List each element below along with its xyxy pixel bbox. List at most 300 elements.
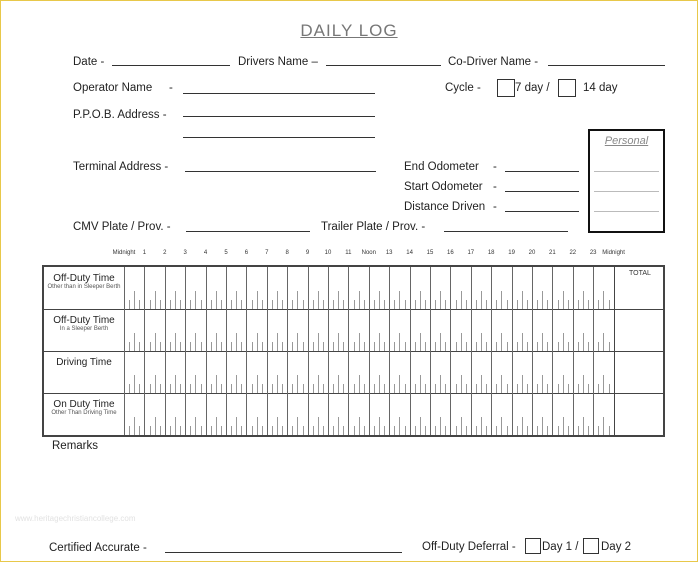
quarter-hour-tick <box>134 291 135 309</box>
quarter-hour-tick <box>384 300 385 309</box>
quarter-hour-tick <box>563 375 564 393</box>
hour-cell[interactable] <box>532 393 533 435</box>
quarter-hour-tick <box>338 417 339 435</box>
quarter-hour-tick <box>547 342 548 351</box>
quarter-hour-tick <box>588 384 589 393</box>
hour-cell[interactable] <box>308 351 309 393</box>
quarter-hour-tick <box>394 300 395 309</box>
quarter-hour-tick <box>216 333 217 351</box>
quarter-hour-tick <box>364 300 365 309</box>
quarter-hour-tick <box>262 342 263 351</box>
hour-cell[interactable] <box>512 309 513 351</box>
hour-cell[interactable] <box>308 267 309 309</box>
quarter-hour-tick <box>415 300 416 309</box>
hour-cell[interactable] <box>430 351 431 393</box>
hour-cell[interactable] <box>369 309 370 351</box>
hour-label: 17 <box>467 250 475 256</box>
quarter-hour-tick <box>190 384 191 393</box>
hour-label: 21 <box>549 250 556 256</box>
hour-cell[interactable] <box>532 309 533 351</box>
quarter-hour-tick <box>496 300 497 309</box>
hour-cell[interactable] <box>226 393 227 435</box>
hour-cell[interactable] <box>144 309 145 351</box>
hour-cell[interactable] <box>287 309 288 351</box>
hour-cell[interactable] <box>389 267 390 309</box>
quarter-hour-tick <box>456 300 457 309</box>
quarter-hour-tick <box>425 342 426 351</box>
hour-cell[interactable] <box>226 351 227 393</box>
hour-cell[interactable] <box>573 393 574 435</box>
hour-label: 22 <box>569 250 577 256</box>
hour-cell[interactable] <box>308 309 309 351</box>
quarter-hour-tick <box>583 417 584 435</box>
quarter-hour-tick <box>150 426 151 435</box>
off-duty-deferral-label: Off-Duty Deferral - <box>422 541 516 553</box>
quarter-hour-tick <box>476 384 477 393</box>
quarter-hour-tick <box>359 417 360 435</box>
hour-cell[interactable] <box>165 351 166 393</box>
hour-cell[interactable] <box>410 393 411 435</box>
quarter-hour-tick <box>262 300 263 309</box>
drivers-name-field[interactable] <box>326 65 441 66</box>
hour-label: 16 <box>447 250 454 256</box>
quarter-hour-tick <box>425 300 426 309</box>
quarter-hour-tick <box>272 300 273 309</box>
quarter-hour-tick <box>150 300 151 309</box>
quarter-hour-tick <box>537 426 538 435</box>
quarter-hour-tick <box>292 384 293 393</box>
end-odometer-field[interactable] <box>505 171 579 172</box>
hour-cell[interactable] <box>491 267 492 309</box>
hour-cell[interactable] <box>552 393 553 435</box>
hour-cell[interactable] <box>226 267 227 309</box>
quarter-hour-tick <box>313 384 314 393</box>
quarter-hour-tick <box>466 426 467 435</box>
hour-cell[interactable] <box>573 351 574 393</box>
quarter-hour-tick <box>461 333 462 351</box>
hour-cell[interactable] <box>206 309 207 351</box>
quarter-hour-tick <box>578 384 579 393</box>
hour-cell[interactable] <box>226 309 227 351</box>
quarter-hour-tick <box>522 333 523 351</box>
quarter-hour-tick <box>160 342 161 351</box>
personal-line <box>594 191 659 192</box>
quarter-hour-tick <box>303 384 304 393</box>
hour-cell[interactable] <box>512 393 513 435</box>
hour-cell[interactable] <box>552 309 553 351</box>
hour-cell[interactable] <box>267 267 268 309</box>
hour-cell[interactable] <box>348 267 349 309</box>
hour-cell[interactable] <box>410 267 411 309</box>
quarter-hour-tick <box>578 426 579 435</box>
hour-cell[interactable] <box>430 309 431 351</box>
hour-label: 10 <box>324 250 332 256</box>
quarter-hour-tick <box>563 333 564 351</box>
quarter-hour-tick <box>318 375 319 393</box>
hour-cell[interactable] <box>206 267 207 309</box>
hour-cell[interactable] <box>287 393 288 435</box>
hour-cell[interactable] <box>165 267 166 309</box>
hour-cell[interactable] <box>430 267 431 309</box>
quarter-hour-tick <box>547 300 548 309</box>
hour-cell[interactable] <box>450 309 451 351</box>
hour-cell[interactable] <box>165 393 166 435</box>
hour-cell[interactable] <box>246 267 247 309</box>
quarter-hour-tick <box>160 384 161 393</box>
operator-name-field[interactable] <box>183 93 375 94</box>
quarter-hour-tick <box>343 426 344 435</box>
quarter-hour-tick <box>507 426 508 435</box>
cmv-plate-field[interactable] <box>186 231 310 232</box>
hour-cell[interactable] <box>532 351 533 393</box>
quarter-hour-tick <box>563 291 564 309</box>
distance-driven-dash: - <box>493 201 497 213</box>
quarter-hour-tick <box>379 417 380 435</box>
quarter-hour-tick <box>211 384 212 393</box>
quarter-hour-tick <box>180 300 181 309</box>
quarter-hour-tick <box>236 333 237 351</box>
hour-cell[interactable] <box>246 309 247 351</box>
quarter-hour-tick <box>527 300 528 309</box>
quarter-hour-tick <box>603 291 604 309</box>
quarter-hour-tick <box>216 417 217 435</box>
day-1-checkbox[interactable] <box>525 538 541 554</box>
quarter-hour-tick <box>374 384 375 393</box>
quarter-hour-tick <box>420 417 421 435</box>
date-label: Date - <box>73 56 105 68</box>
quarter-hour-tick <box>568 384 569 393</box>
quarter-hour-tick <box>252 300 253 309</box>
ppob-address-field-2[interactable] <box>183 137 375 138</box>
hour-cell[interactable] <box>124 351 125 393</box>
hour-cell[interactable] <box>206 351 207 393</box>
quarter-hour-tick <box>598 300 599 309</box>
hour-cell[interactable] <box>573 267 574 309</box>
hour-cell[interactable] <box>328 393 329 435</box>
quarter-hour-tick <box>180 342 181 351</box>
hour-cell[interactable] <box>124 393 125 435</box>
hour-label: 6 <box>244 250 249 256</box>
quarter-hour-tick <box>297 417 298 435</box>
hour-cell[interactable] <box>369 267 370 309</box>
quarter-hour-tick <box>282 426 283 435</box>
hour-cell[interactable] <box>471 351 472 393</box>
quarter-hour-tick <box>139 426 140 435</box>
start-odometer-label: Start Odometer <box>404 181 483 193</box>
hour-cell[interactable] <box>348 309 349 351</box>
quarter-hour-tick <box>609 426 610 435</box>
quarter-hour-tick <box>542 375 543 393</box>
quarter-hour-tick <box>292 426 293 435</box>
hour-cell[interactable] <box>267 351 268 393</box>
hour-cell[interactable] <box>491 351 492 393</box>
quarter-hour-tick <box>394 426 395 435</box>
remarks-label: Remarks <box>52 440 99 452</box>
hour-cell[interactable] <box>287 267 288 309</box>
hour-cell[interactable] <box>308 393 309 435</box>
quarter-hour-tick <box>201 300 202 309</box>
quarter-hour-tick <box>603 333 604 351</box>
hour-cell[interactable] <box>185 267 186 309</box>
quarter-hour-tick <box>486 300 487 309</box>
row-label-sub: In a Sleeper Berth <box>59 326 109 332</box>
day-2-checkbox[interactable] <box>583 538 599 554</box>
quarter-hour-tick <box>155 417 156 435</box>
hour-label: 1 <box>142 250 147 256</box>
cmv-plate-label: CMV Plate / Prov. - <box>73 221 171 233</box>
hour-cell[interactable] <box>369 351 370 393</box>
quarter-hour-tick <box>231 384 232 393</box>
quarter-hour-tick <box>134 333 135 351</box>
quarter-hour-tick <box>486 426 487 435</box>
quarter-hour-tick <box>333 426 334 435</box>
hour-cell[interactable] <box>552 351 553 393</box>
quarter-hour-tick <box>211 300 212 309</box>
quarter-hour-tick <box>241 300 242 309</box>
quarter-hour-tick <box>384 384 385 393</box>
hour-cell[interactable] <box>246 351 247 393</box>
quarter-hour-tick <box>481 375 482 393</box>
hour-label: 19 <box>508 250 515 256</box>
quarter-hour-tick <box>272 342 273 351</box>
quarter-hour-tick <box>527 384 528 393</box>
hour-label: 13 <box>385 250 393 256</box>
quarter-hour-tick <box>338 333 339 351</box>
hour-cell[interactable] <box>348 351 349 393</box>
quarter-hour-tick <box>527 342 528 351</box>
hour-cell[interactable] <box>389 393 390 435</box>
hour-cell[interactable] <box>124 309 125 351</box>
quarter-hour-tick <box>415 426 416 435</box>
quarter-hour-tick <box>425 426 426 435</box>
hour-cell[interactable] <box>410 309 411 351</box>
hour-cell[interactable] <box>144 351 145 393</box>
quarter-hour-tick <box>190 300 191 309</box>
hour-cell[interactable] <box>491 393 492 435</box>
hour-cell[interactable] <box>491 309 492 351</box>
hour-label: 18 <box>487 250 495 256</box>
hour-cell[interactable] <box>185 393 186 435</box>
quarter-hour-tick <box>517 426 518 435</box>
hour-cell[interactable] <box>430 393 431 435</box>
quarter-hour-tick <box>486 384 487 393</box>
date-field[interactable] <box>112 65 230 66</box>
hour-cell[interactable] <box>287 351 288 393</box>
total-cell[interactable] <box>615 393 662 435</box>
row-label-main: Off-Duty Time <box>53 315 115 326</box>
quarter-hour-tick <box>517 300 518 309</box>
hour-label: 7 <box>265 250 269 256</box>
personal-line <box>594 171 659 172</box>
quarter-hour-tick <box>170 342 171 351</box>
hour-cell[interactable] <box>593 393 594 435</box>
quarter-hour-tick <box>211 342 212 351</box>
quarter-hour-tick <box>399 291 400 309</box>
hour-label: 4 <box>203 250 208 256</box>
total-cell[interactable] <box>615 351 662 393</box>
quarter-hour-tick <box>277 333 278 351</box>
hour-cell[interactable] <box>450 351 451 393</box>
hour-label: 20 <box>528 250 536 256</box>
row-label <box>44 393 125 435</box>
quarter-hour-tick <box>466 384 467 393</box>
hour-cell[interactable] <box>532 267 533 309</box>
hour-cell[interactable] <box>185 351 186 393</box>
quarter-hour-tick <box>420 291 421 309</box>
quarter-hour-tick <box>588 300 589 309</box>
distance-driven-label: Distance Driven <box>404 201 486 213</box>
hour-label: 15 <box>426 250 434 256</box>
quarter-hour-tick <box>282 384 283 393</box>
hour-cell[interactable] <box>471 309 472 351</box>
quarter-hour-tick <box>343 384 344 393</box>
hour-cell[interactable] <box>389 309 390 351</box>
quarter-hour-tick <box>231 300 232 309</box>
page-title: DAILY LOG <box>300 21 398 40</box>
hour-cell[interactable] <box>450 267 451 309</box>
hour-cell[interactable] <box>512 351 513 393</box>
hour-label: 11 <box>345 250 352 256</box>
quarter-hour-tick <box>139 300 140 309</box>
row-label-main: Driving Time <box>56 357 112 368</box>
quarter-hour-tick <box>195 375 196 393</box>
row-label-sub: Other than in Sleeper Berth <box>47 284 121 290</box>
quarter-hour-tick <box>359 291 360 309</box>
quarter-hour-tick <box>195 417 196 435</box>
quarter-hour-tick <box>262 384 263 393</box>
quarter-hour-tick <box>384 426 385 435</box>
hour-cell[interactable] <box>267 393 268 435</box>
quarter-hour-tick <box>338 375 339 393</box>
cycle-7-day-checkbox[interactable] <box>497 79 515 97</box>
hour-cell[interactable] <box>512 267 513 309</box>
quarter-hour-tick <box>292 342 293 351</box>
quarter-hour-tick <box>134 375 135 393</box>
quarter-hour-tick <box>609 342 610 351</box>
hour-cell[interactable] <box>246 393 247 435</box>
quarter-hour-tick <box>379 333 380 351</box>
quarter-hour-tick <box>578 300 579 309</box>
quarter-hour-tick <box>150 342 151 351</box>
hour-cell[interactable] <box>552 267 553 309</box>
quarter-hour-tick <box>221 384 222 393</box>
quarter-hour-tick <box>399 417 400 435</box>
quarter-hour-tick <box>435 384 436 393</box>
quarter-hour-tick <box>558 426 559 435</box>
quarter-hour-tick <box>318 291 319 309</box>
hour-cell[interactable] <box>328 351 329 393</box>
certified-accurate-label: Certified Accurate - <box>49 542 147 554</box>
quarter-hour-tick <box>175 417 176 435</box>
quarter-hour-tick <box>547 384 548 393</box>
quarter-hour-tick <box>440 375 441 393</box>
quarter-hour-tick <box>384 342 385 351</box>
quarter-hour-tick <box>588 426 589 435</box>
hour-cell[interactable] <box>144 267 145 309</box>
quarter-hour-tick <box>603 375 604 393</box>
quarter-hour-tick <box>609 384 610 393</box>
quarter-hour-tick <box>333 342 334 351</box>
hour-cell[interactable] <box>450 393 451 435</box>
quarter-hour-tick <box>216 375 217 393</box>
quarter-hour-tick <box>445 342 446 351</box>
co-driver-name-field[interactable] <box>548 65 665 66</box>
certified-accurate-field[interactable] <box>165 552 402 553</box>
hour-cell[interactable] <box>206 393 207 435</box>
row-label <box>44 267 125 309</box>
quarter-hour-tick <box>405 342 406 351</box>
hour-cell[interactable] <box>389 351 390 393</box>
quarter-hour-tick <box>323 342 324 351</box>
quarter-hour-tick <box>190 426 191 435</box>
total-cell[interactable] <box>615 309 662 351</box>
quarter-hour-tick <box>297 333 298 351</box>
hour-cell[interactable] <box>144 393 145 435</box>
hour-cell[interactable] <box>185 309 186 351</box>
trailer-plate-field[interactable] <box>444 231 568 232</box>
quarter-hour-tick <box>374 300 375 309</box>
quarter-hour-tick <box>231 342 232 351</box>
hour-cell[interactable] <box>593 267 594 309</box>
quarter-hour-tick <box>195 291 196 309</box>
hour-cell[interactable] <box>328 309 329 351</box>
hour-cell[interactable] <box>165 309 166 351</box>
row-label-main: On Duty Time <box>53 399 115 410</box>
quarter-hour-tick <box>139 384 140 393</box>
distance-driven-field[interactable] <box>505 211 579 212</box>
hour-cell[interactable] <box>328 267 329 309</box>
personal-label: Personal <box>604 135 649 147</box>
cycle-14-day-label: 14 day <box>583 82 618 94</box>
quarter-hour-tick <box>292 300 293 309</box>
personal-box[interactable] <box>588 129 665 233</box>
hour-cell[interactable] <box>593 351 594 393</box>
quarter-hour-tick <box>303 426 304 435</box>
ppob-address-field-1[interactable] <box>183 116 375 117</box>
quarter-hour-tick <box>527 426 528 435</box>
quarter-hour-tick <box>603 417 604 435</box>
quarter-hour-tick <box>405 300 406 309</box>
hour-cell[interactable] <box>593 309 594 351</box>
hour-cell[interactable] <box>348 393 349 435</box>
quarter-hour-tick <box>129 426 130 435</box>
hour-cell[interactable] <box>410 351 411 393</box>
quarter-hour-tick <box>435 342 436 351</box>
quarter-hour-tick <box>517 342 518 351</box>
quarter-hour-tick <box>155 375 156 393</box>
quarter-hour-tick <box>359 375 360 393</box>
hour-cell[interactable] <box>573 309 574 351</box>
quarter-hour-tick <box>476 300 477 309</box>
quarter-hour-tick <box>170 384 171 393</box>
quarter-hour-tick <box>501 333 502 351</box>
quarter-hour-tick <box>282 342 283 351</box>
quarter-hour-tick <box>277 375 278 393</box>
quarter-hour-tick <box>374 426 375 435</box>
cycle-14-day-checkbox[interactable] <box>558 79 576 97</box>
terminal-address-field[interactable] <box>185 171 376 172</box>
hour-cell[interactable] <box>471 393 472 435</box>
hour-cell[interactable] <box>369 393 370 435</box>
start-odometer-field[interactable] <box>505 191 579 192</box>
total-label: TOTAL <box>629 270 651 277</box>
quarter-hour-tick <box>461 375 462 393</box>
quarter-hour-tick <box>282 300 283 309</box>
hour-cell[interactable] <box>267 309 268 351</box>
hour-cell[interactable] <box>124 267 125 309</box>
hour-cell[interactable] <box>471 267 472 309</box>
quarter-hour-tick <box>175 291 176 309</box>
